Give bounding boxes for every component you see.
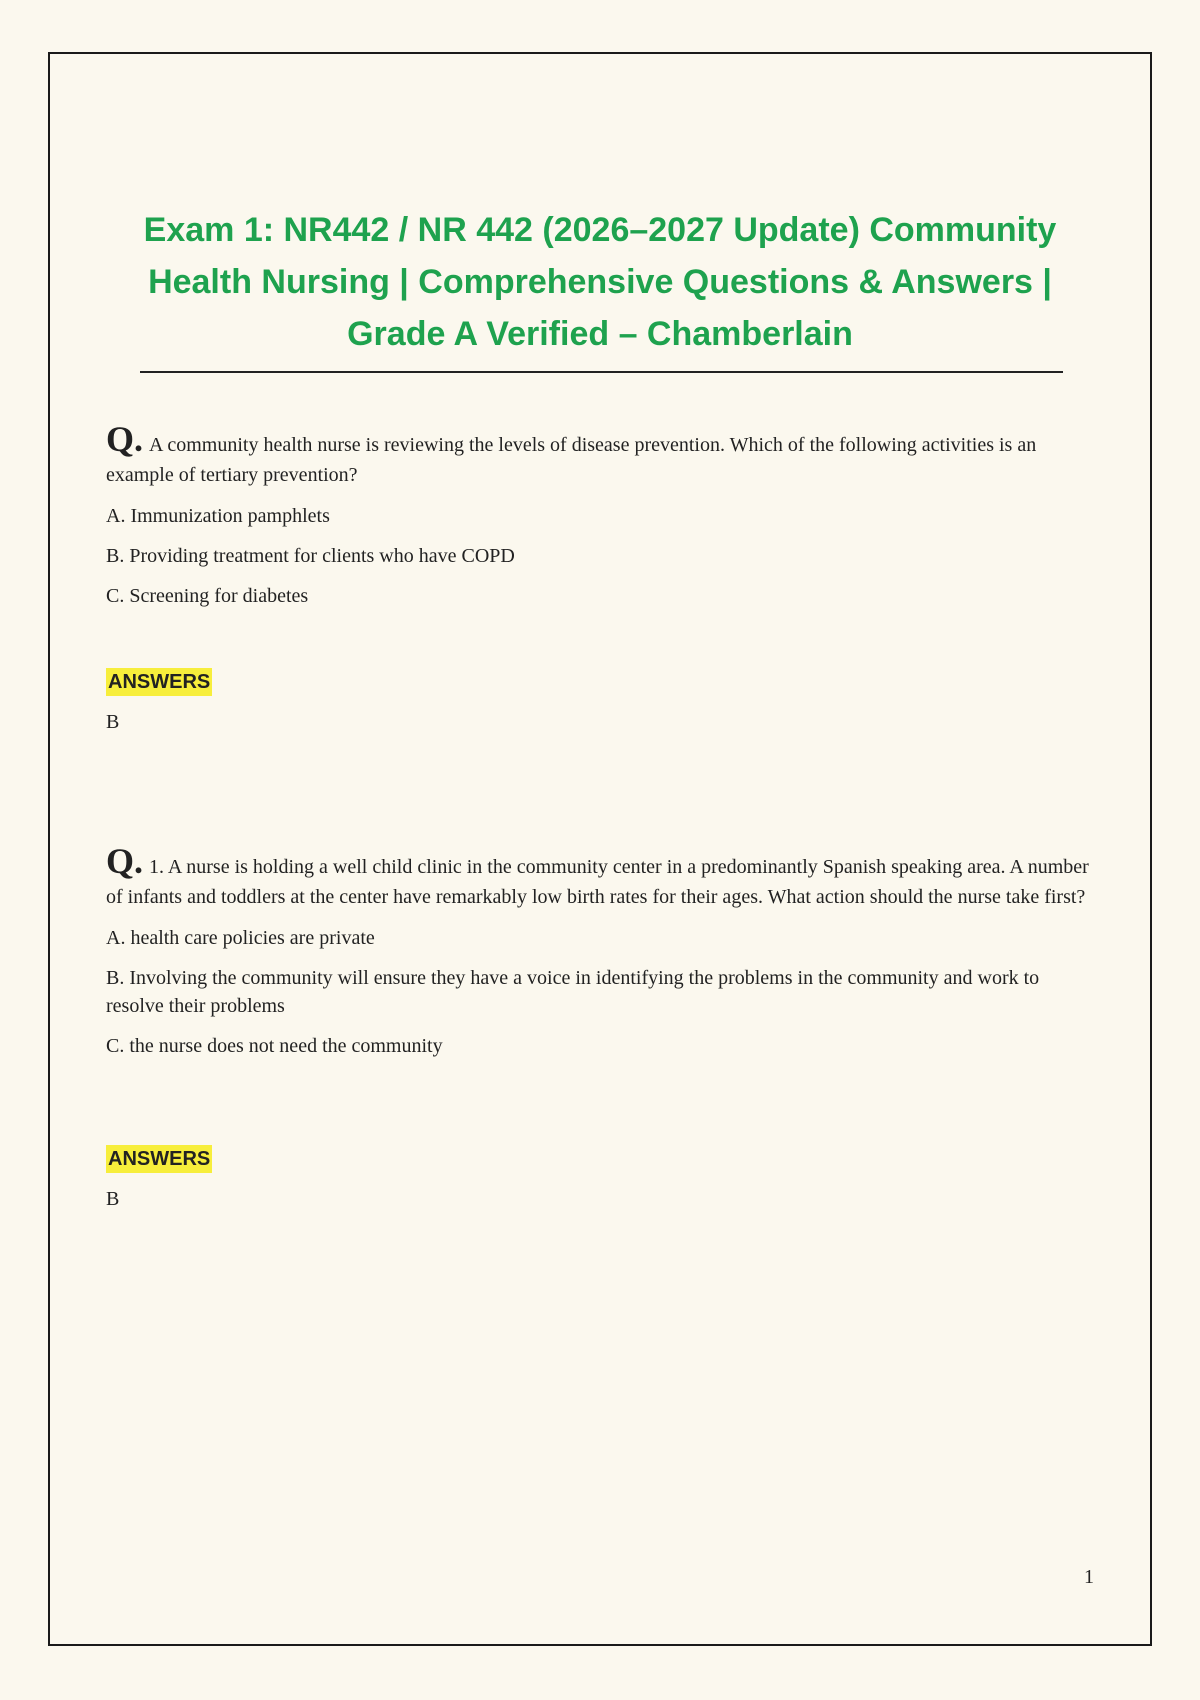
question-2-option-c: C. the nurse does not need the community bbox=[106, 1035, 443, 1057]
question-2-marker: Q. bbox=[106, 841, 144, 881]
question-1 bbox=[106, 419, 1096, 610]
question-2-answer-block bbox=[106, 1145, 212, 1213]
question-1-answer: B bbox=[106, 711, 120, 733]
question-2-text bbox=[106, 841, 1096, 912]
question-2-option-b: B. Involving the community will ensure they have a voice in identifying the problems in the community and work to resolve their problems bbox=[106, 967, 1040, 1017]
question-2-answers-label: ANSWERS bbox=[106, 1145, 212, 1173]
page-number: 1 bbox=[1084, 1566, 1094, 1588]
document-title: Exam 1: NR442 / NR 442 (2026–2027 Update) Community Health Nursing | Comprehensive Questions & Answers | Grade A Verified – Chamberlain bbox=[143, 211, 1057, 353]
question-2-answer: B bbox=[106, 1188, 120, 1210]
question-1-marker: Q. bbox=[106, 419, 144, 459]
question-1-stem: A community health nurse is reviewing the levels of disease prevention. Which of the following activities is an example of tertiary prevention? bbox=[106, 434, 1037, 486]
question-1-option-c: C. Screening for diabetes bbox=[106, 585, 309, 607]
question-1-option-a: A. Immunization pamphlets bbox=[106, 505, 330, 527]
question-2-stem: 1. A nurse is holding a well child clinic in the community center in a predominantly Spanish speaking area. A number of infants and toddlers at the center have remarkably low birth rates for their ages. What action should the nurse take first? bbox=[106, 856, 1089, 908]
question-1-answer-block bbox=[106, 668, 212, 736]
question-2 bbox=[106, 841, 1096, 1060]
question-1-answers-label: ANSWERS bbox=[106, 668, 212, 696]
question-1-text bbox=[106, 419, 1096, 490]
question-2-option-a: A. health care policies are private bbox=[106, 927, 375, 949]
title-divider bbox=[140, 371, 1063, 373]
question-1-option-b: B. Providing treatment for clients who have COPD bbox=[106, 545, 515, 567]
